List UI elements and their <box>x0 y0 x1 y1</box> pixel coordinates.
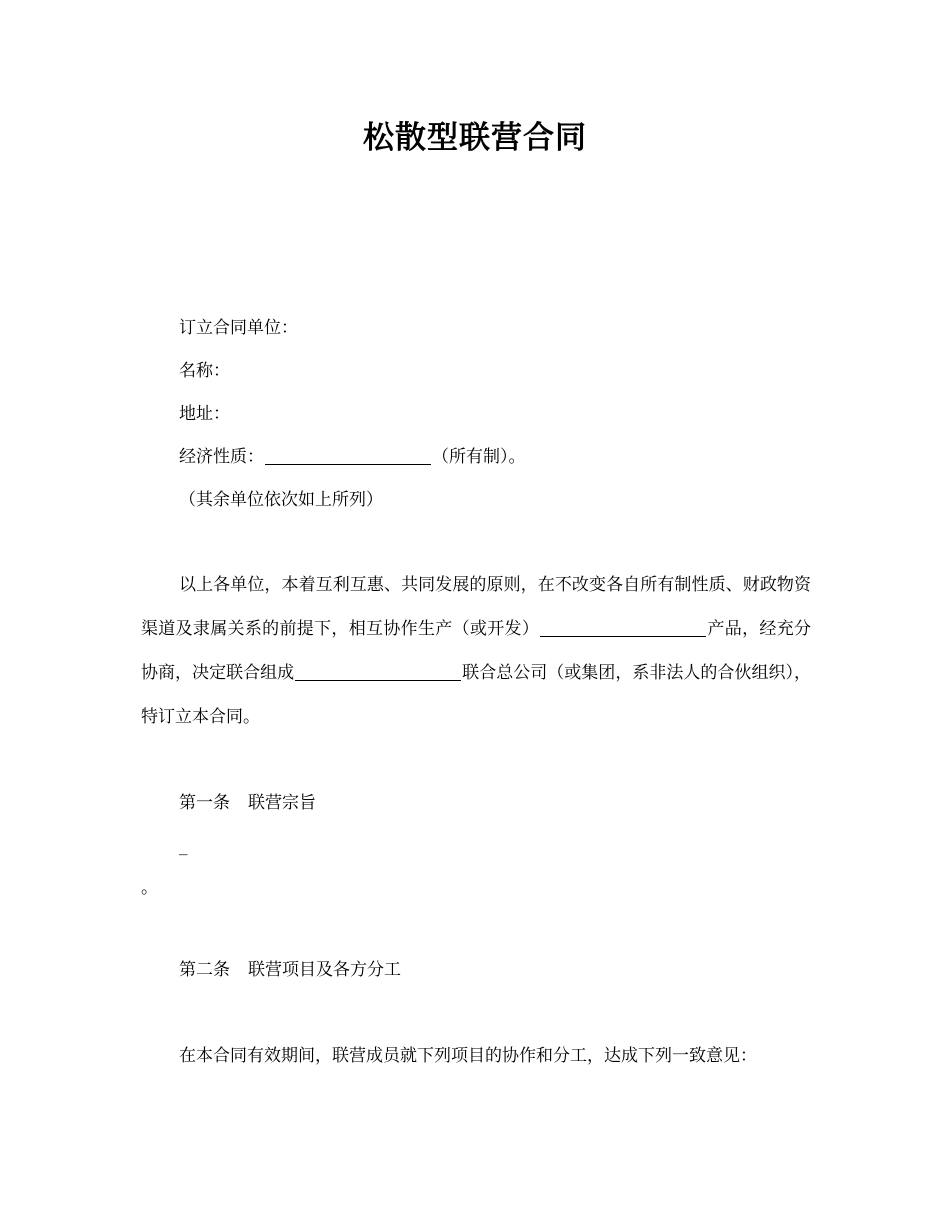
preamble-paragraph <box>141 563 811 739</box>
ownership-blank[interactable] <box>265 446 431 465</box>
article2-title: 联营项目及各方分工 <box>248 960 401 980</box>
party-name-label: 名称： <box>179 361 230 381</box>
article1-number: 第一条 <box>179 793 230 813</box>
party-nature-suffix: （所有制）。 <box>432 447 526 467</box>
preamble-part3: 联合总公司（或集团，系非法人的合伙组织），特订立本合同。 <box>141 663 812 727</box>
document-title: 松散型联营合同 <box>363 120 587 156</box>
party-address-label: 地址： <box>179 404 230 424</box>
article2-text: 在本合同有效期间，联营成员就下列项目的协作和分工，达成下列一致意见： <box>179 1046 757 1066</box>
preamble-part1: 以上各单位，本着互利互惠、共同发展的原则，在不改变各自所有制性质、财政物资渠道及隶属关系的前提下，相互协作生产（或开发） <box>141 575 811 639</box>
party-nature-line <box>179 445 526 469</box>
party-nature-label: 经济性质： <box>179 447 264 467</box>
parties-note: （其余单位依次如上所列） <box>179 490 383 510</box>
company-name-blank[interactable] <box>295 662 461 681</box>
preamble-part2: 产品，经充分协商，决定联合组成 <box>141 619 812 683</box>
article1-blank-mark[interactable]: _ <box>179 836 188 856</box>
product-blank[interactable] <box>540 618 706 637</box>
article1-end-mark: 。 <box>141 878 158 898</box>
parties-heading: 订立合同单位： <box>179 318 298 338</box>
article1-heading <box>179 791 316 815</box>
article2-number: 第二条 <box>179 960 230 980</box>
article2-heading <box>179 958 401 982</box>
article1-title: 联营宗旨 <box>248 793 316 813</box>
